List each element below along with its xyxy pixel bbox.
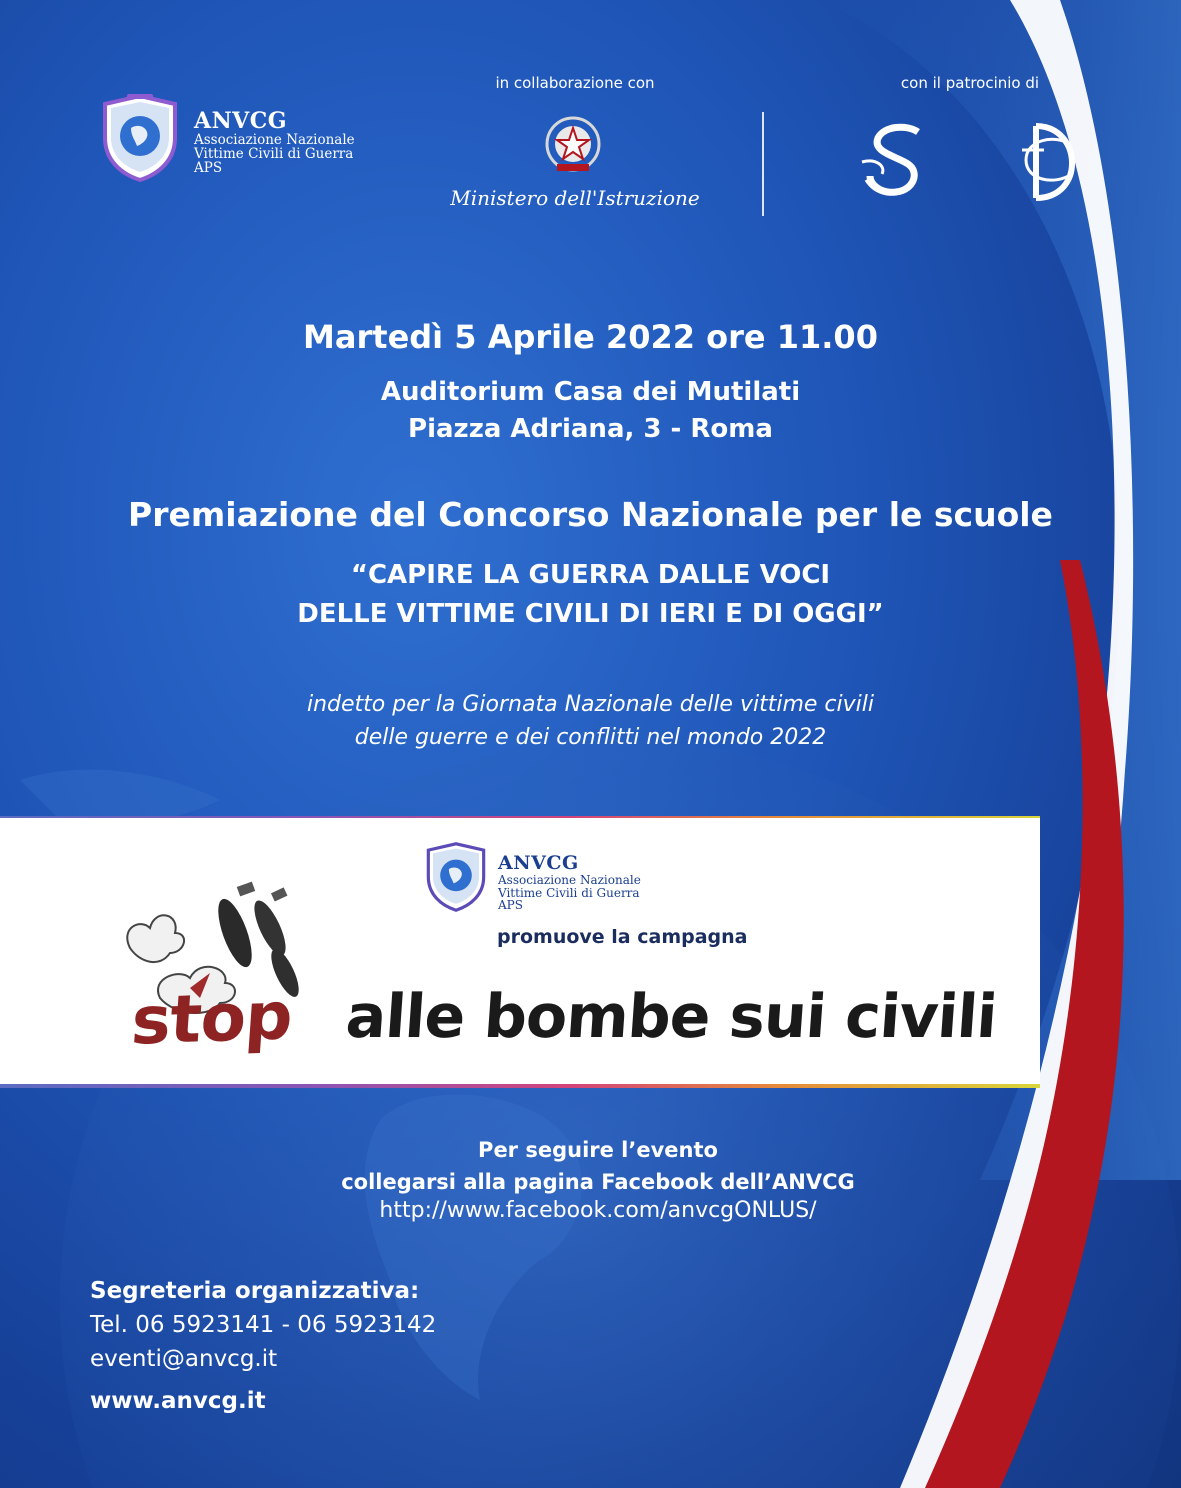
occasion-text [0, 688, 1181, 754]
org-name-line3: APS [194, 160, 223, 177]
anvcg-logo-text [194, 110, 355, 176]
chamber-monogram-icon [1014, 120, 1090, 204]
event-date-time: Martedì 5 Aprile 2022 ore 11.00 [303, 318, 878, 356]
org-name-line2: Vittime Civili di Guerra [194, 146, 354, 163]
contest-title-line1: “CAPIRE LA GUERRA DALLE VOCI [350, 560, 831, 590]
campaign-stop-word: stop [129, 977, 295, 1060]
occasion-line2: delle guerre e dei conflitti nel mondo 2022 [354, 725, 827, 750]
ministry-name: Ministero dell'Istruzione [450, 186, 700, 210]
anvcg-shield-icon [97, 92, 183, 184]
contest-title-line2: DELLE VITTIME CIVILI DI IERI E DI OGGI” [297, 599, 884, 629]
award-title: Premiazione del Concorso Nazionale per le scuole [128, 495, 1053, 534]
band-org-line1: Associazione Nazionale [498, 872, 641, 887]
campaign-slogan: alle bombe sui civili [343, 982, 999, 1052]
band-org-line3: APS [498, 898, 523, 913]
senate-monogram-icon [856, 122, 936, 198]
contacts-phone: Tel. 06 5923141 - 06 5923142 [90, 1312, 437, 1338]
follow-line1: Per seguire l’evento [478, 1138, 718, 1162]
band-org-line2: Vittime Civili di Guerra [498, 885, 640, 900]
header-divider [762, 112, 764, 216]
occasion-line1: indetto per la Giornata Nazionale delle vittime civili [307, 692, 874, 717]
follow-text [293, 1134, 903, 1198]
org-acronym: ANVCG [194, 108, 288, 134]
band-org-text [498, 854, 641, 912]
facebook-url-link[interactable]: http://www.facebook.com/anvcgONLUS/ [379, 1198, 817, 1223]
anvcg-shield-icon [422, 840, 490, 914]
contacts-title: Segreteria organizzativa: [90, 1278, 420, 1304]
patronage-label: con il patrocinio di [900, 74, 1040, 92]
event-venue [0, 374, 1181, 448]
website-link[interactable]: www.anvcg.it [90, 1388, 266, 1414]
collab-label: in collaborazione con [495, 74, 655, 92]
band-org-acronym: ANVCG [498, 852, 579, 874]
venue-address: Piazza Adriana, 3 - Roma [408, 414, 773, 444]
contacts-email[interactable]: eventi@anvcg.it [90, 1346, 278, 1372]
org-name-line1: Associazione Nazionale [194, 132, 355, 149]
band-bottom-border [0, 1084, 1040, 1088]
italian-emblem-icon [543, 114, 603, 176]
venue-name: Auditorium Casa dei Mutilati [380, 377, 801, 407]
campaign-band [0, 818, 1040, 1086]
contest-title [0, 556, 1181, 634]
campaign-promotes-text: promuove la campagna [497, 926, 748, 948]
follow-line2: collegarsi alla pagina Facebook dell’ANVCG [341, 1170, 855, 1194]
